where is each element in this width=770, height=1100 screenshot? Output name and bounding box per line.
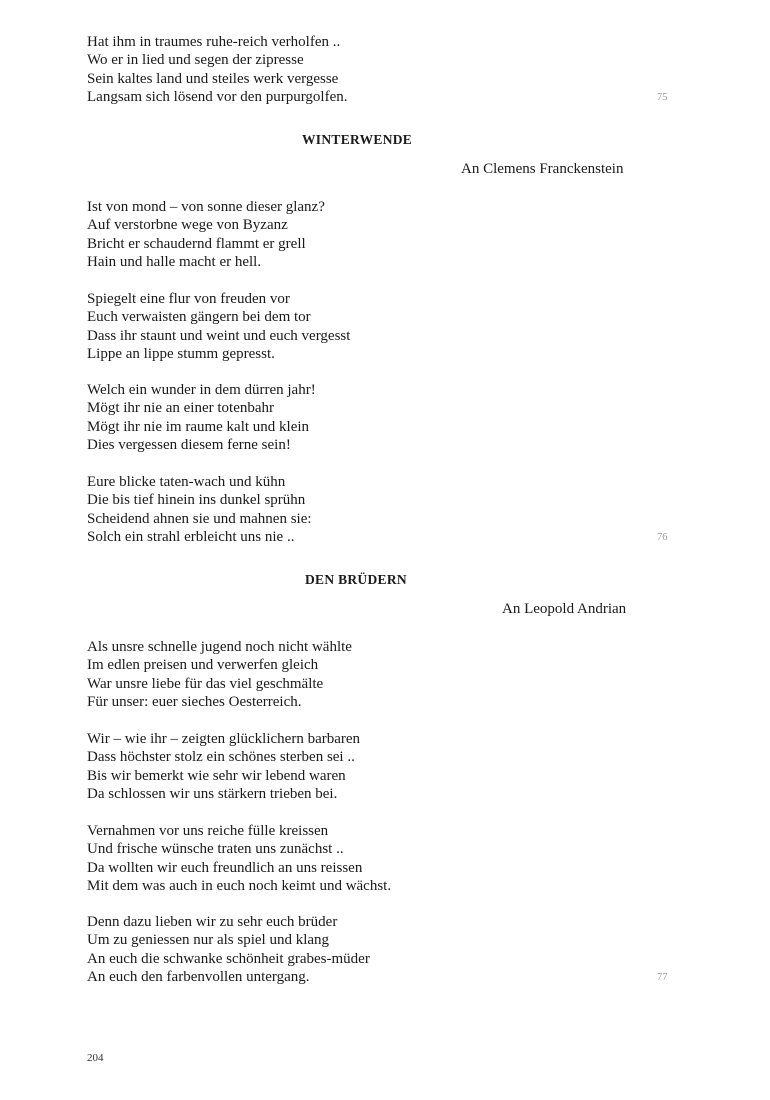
verse-line: War unsre liebe für das viel geschmälte <box>87 675 324 692</box>
verse-line: Die bis tief hinein ins dunkel sprühn <box>87 492 306 509</box>
verse-line: Da schlossen wir uns stärkern trieben bei. <box>87 785 338 802</box>
verse-line: Eure blicke taten-wach und kühn <box>87 474 286 490</box>
stanza <box>87 290 647 363</box>
verse-line: Als unsre schnelle jugend noch nicht wählte <box>87 639 352 655</box>
verse-line: An euch den farbenvollen untergang. <box>87 968 310 985</box>
verse-line: Solch ein strahl erbleicht uns nie .. <box>87 528 295 545</box>
stanza <box>87 473 647 546</box>
verse-line: Euch verwaisten gängern bei dem tor <box>87 309 311 326</box>
stanza <box>87 198 647 271</box>
verse-line: Dass ihr staunt und weint und euch vergesst <box>87 327 351 344</box>
stanza <box>87 822 647 895</box>
verse-line: Spiegelt eine flur von freuden vor <box>87 291 290 307</box>
verse-line: Für unser: euer sieches Oesterreich. <box>87 693 302 710</box>
verse-line: Mögt ihr nie im raume kalt und klein <box>87 418 310 435</box>
verse-line: Um zu geniessen nur als spiel und klang <box>87 932 330 949</box>
verse-line: Langsam sich lösend vor den purpurgolfen. <box>87 88 348 105</box>
verse-line: Hat ihm in traumes ruhe-reich verholfen .. <box>87 34 341 50</box>
verse-line: Da wollten wir euch freundlich an uns reissen <box>87 859 363 876</box>
stanza <box>87 913 647 986</box>
verse-line: Hain und halle macht er hell. <box>87 253 262 270</box>
verse-line: Mit dem was auch in euch noch keimt und wächst. <box>87 877 392 894</box>
line-marker: 75 <box>657 92 668 103</box>
poem-title: WINTERWENDE <box>302 132 413 147</box>
verse-line: Mögt ihr nie an einer totenbahr <box>87 400 275 417</box>
verse-line: Auf verstorbne wege von Byzanz <box>87 217 288 234</box>
verse-line: Und frische wünsche traten uns zunächst .. <box>87 841 344 858</box>
stanza <box>87 381 647 454</box>
verse-line: Scheidend ahnen sie und mahnen sie: <box>87 510 312 527</box>
page-number: 204 <box>87 1052 104 1064</box>
stanza-continuation <box>87 33 647 106</box>
verse-line: Welch ein wunder in dem dürren jahr! <box>87 382 316 398</box>
poem-title: DEN BRÜDERN <box>305 572 407 587</box>
verse-line: Lippe an lippe stumm gepresst. <box>87 345 275 362</box>
verse-line: Denn dazu lieben wir zu sehr euch brüder <box>87 914 338 930</box>
verse-line: Ist von mond – von sonne dieser glanz? <box>87 199 325 215</box>
poem-dedication: An Leopold Andrian <box>502 601 627 617</box>
line-marker: 77 <box>657 972 668 983</box>
stanza <box>87 638 647 711</box>
stanza <box>87 730 647 803</box>
verse-line: Dass höchster stolz ein schönes sterben sei .. <box>87 749 355 766</box>
verse-line: Bricht er schaudernd flammt er grell <box>87 235 306 252</box>
line-marker: 76 <box>657 532 668 543</box>
verse-line: Wo er in lied und segen der zipresse <box>87 52 304 69</box>
verse-line: Bis wir bemerkt wie sehr wir lebend waren <box>87 767 346 784</box>
verse-line: An euch die schwanke schönheit grabes-müder <box>87 950 370 967</box>
verse-line: Vernahmen vor uns reiche fülle kreissen <box>87 823 329 839</box>
verse-line: Dies vergessen diesem ferne sein! <box>87 436 291 453</box>
verse-line: Wir – wie ihr – zeigten glücklichern barbaren <box>87 731 361 747</box>
verse-line: Sein kaltes land und steiles werk vergesse <box>87 70 339 87</box>
verse-line: Im edlen preisen und verwerfen gleich <box>87 657 319 674</box>
poem-dedication: An Clemens Franckenstein <box>461 161 624 177</box>
